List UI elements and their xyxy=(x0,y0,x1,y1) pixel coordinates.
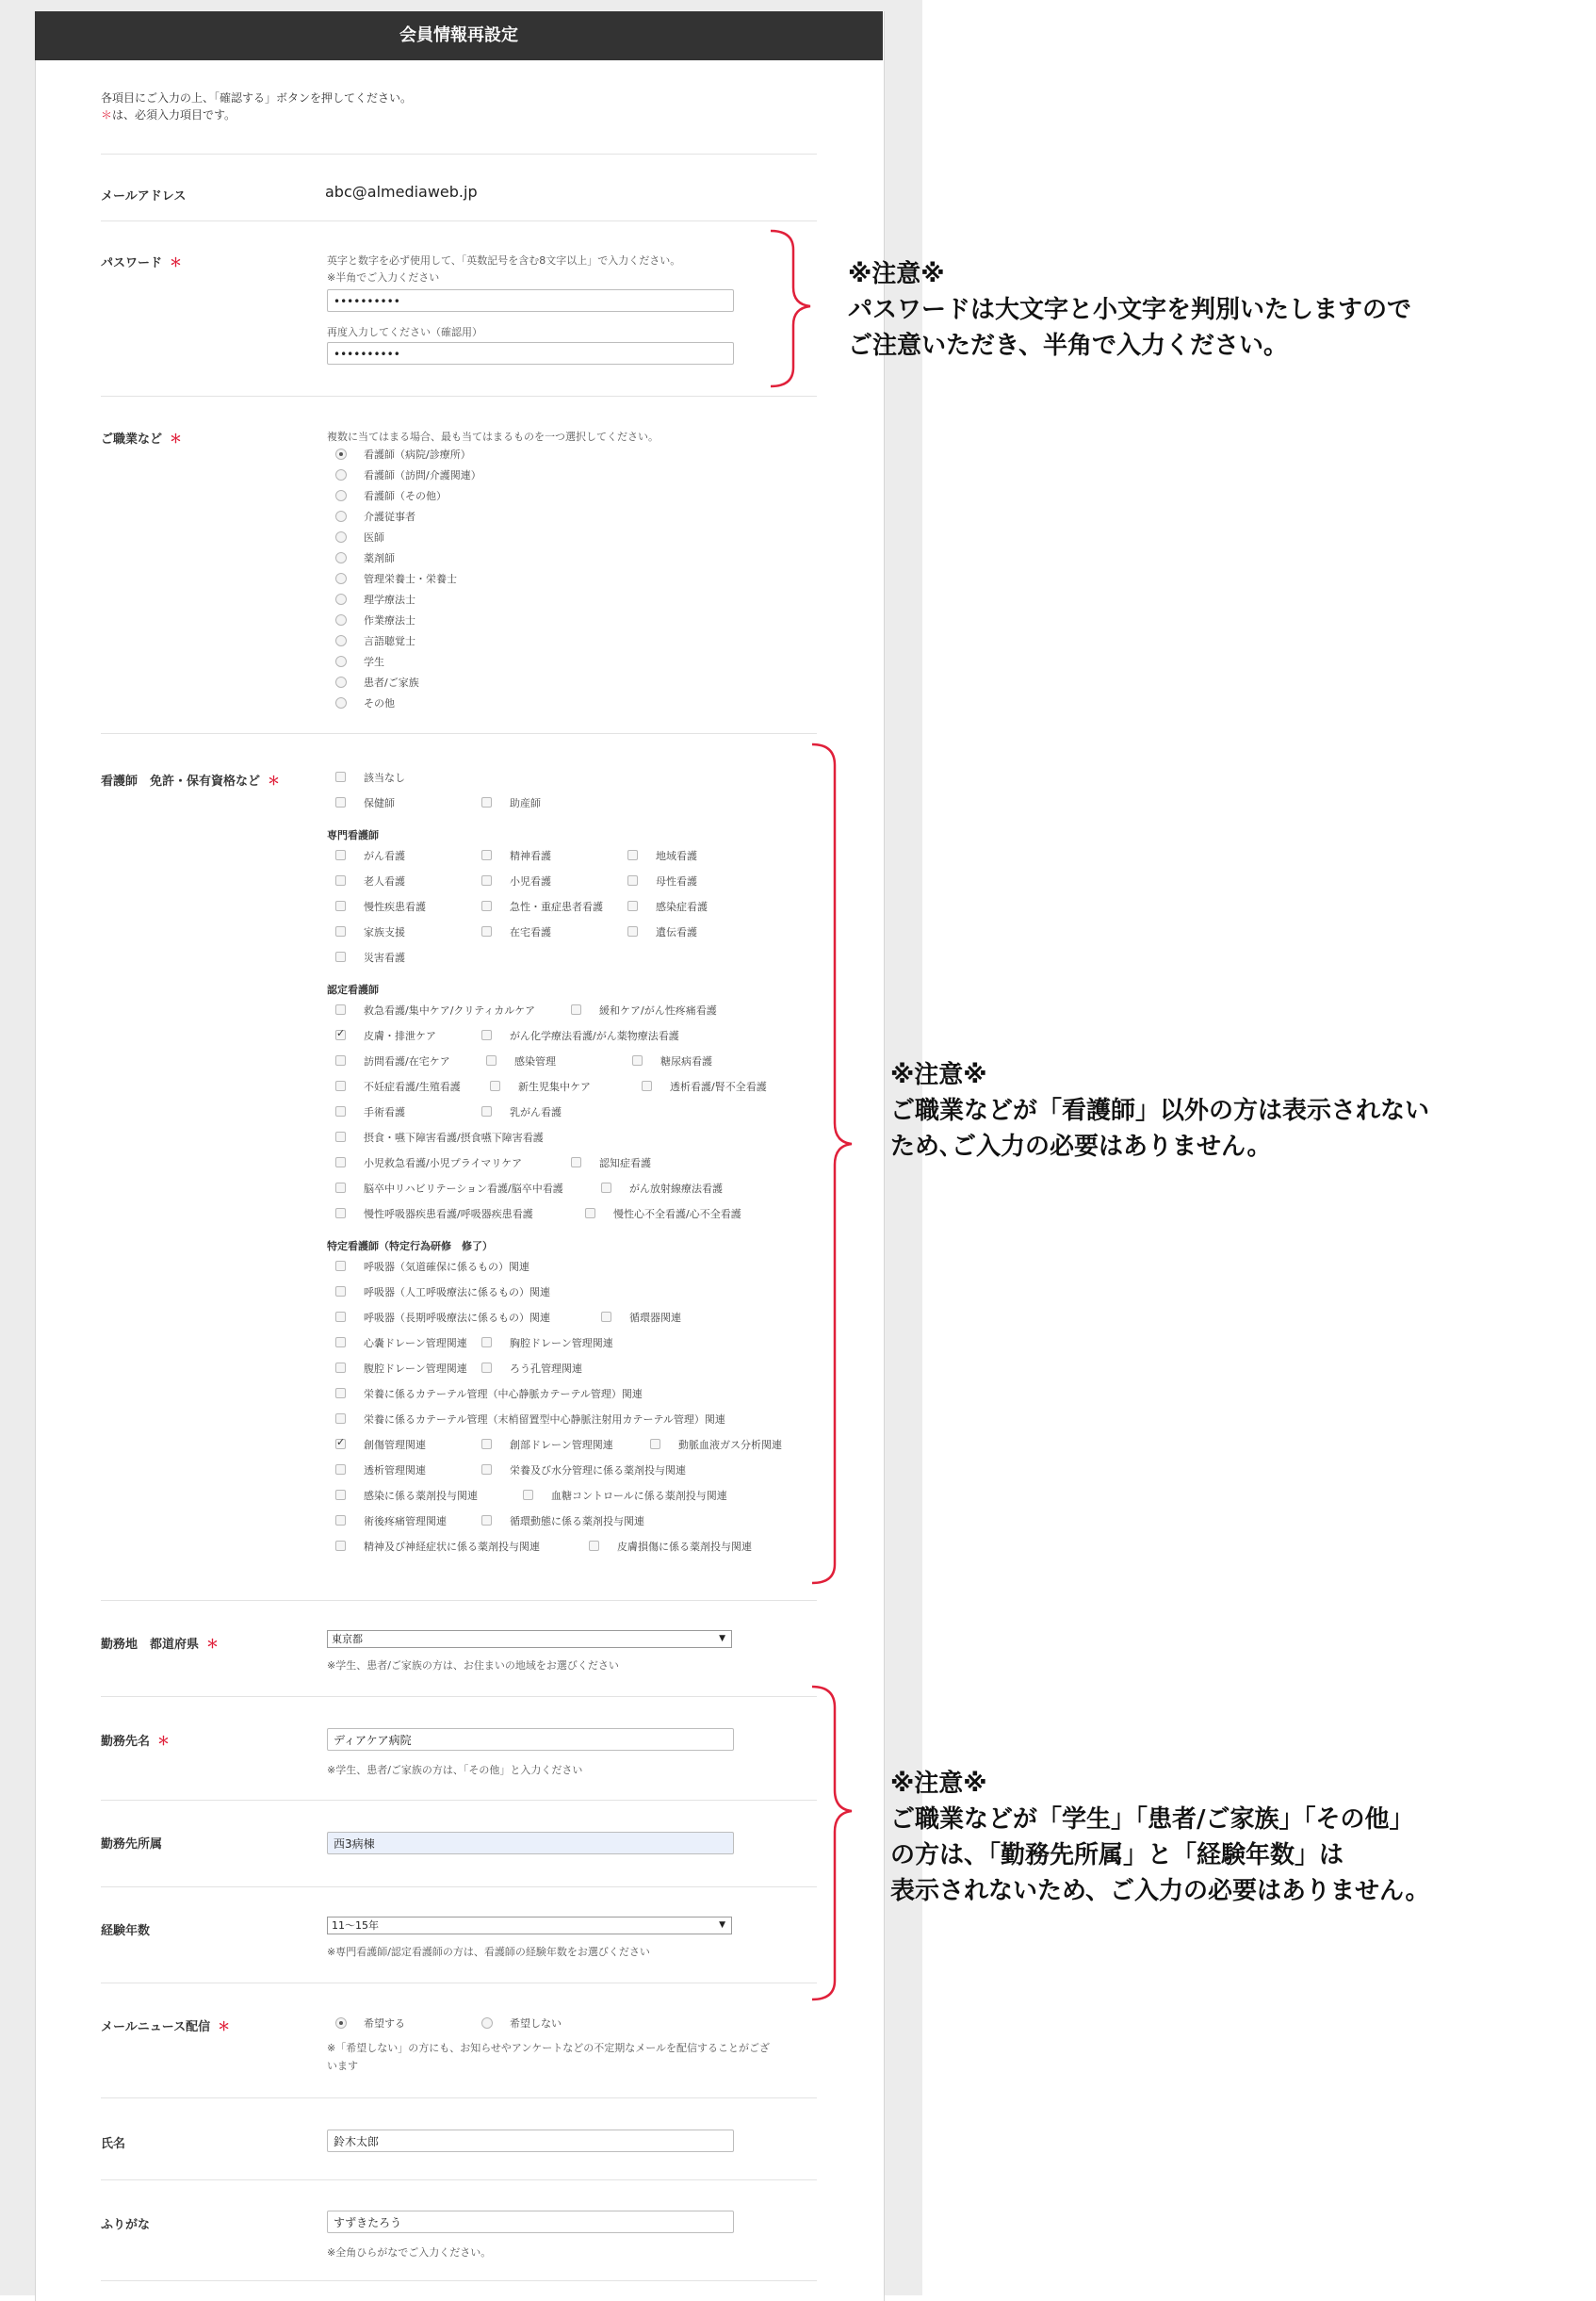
license-option-label: 透析管理関連 xyxy=(364,1464,426,1477)
license-option-label: 糖尿病看護 xyxy=(660,1055,712,1068)
license-option-label: 皮膚損傷に係る薬剤投与関連 xyxy=(617,1541,752,1553)
intro-required-note: ＊は、必須入力項目です。 xyxy=(101,108,236,122)
department-input[interactable]: 西3病棟 xyxy=(327,1832,734,1854)
license-bracket xyxy=(812,744,852,1583)
license-option-label: 家族支援 xyxy=(364,926,405,938)
tokutei-heading: 特定看護師（特定行為研修 修了） xyxy=(327,1240,493,1252)
license-option-label: 地域看護 xyxy=(656,850,697,862)
chevron-down-icon: ▼ xyxy=(719,1920,725,1930)
license-option-label: 緩和ケア/がん性疼痛看護 xyxy=(599,1004,717,1017)
occupation-option-label: その他 xyxy=(364,697,395,710)
license-option-label: 術後疼痛管理関連 xyxy=(364,1515,447,1527)
experience-label: 経験年数 xyxy=(101,1924,151,1938)
password-hint: 英字と数字を必ず使用して、「英数記号を含む8文字以上」で入力ください。 xyxy=(327,254,681,267)
occupation-label: ご職業など ＊ xyxy=(101,432,183,447)
license-option-label: 慢性疾患看護 xyxy=(364,901,426,913)
license-option-label: がん看護 xyxy=(364,850,405,862)
furigana-hint: ※全角ひらがなでご入力ください。 xyxy=(327,2246,492,2259)
department-label: 勤務先所属 xyxy=(101,1837,163,1852)
name-label: 氏名 xyxy=(101,2137,126,2151)
prefecture-select[interactable]: 東京都 ▼ xyxy=(327,1630,732,1648)
occupation-hint: 複数に当てはまる場合、最も当てはまるものを一つ選択してください。 xyxy=(327,431,659,443)
license-option-label: 呼吸器（人工呼吸療法に係るもの）関連 xyxy=(364,1286,550,1298)
password-input[interactable]: •••••••••• xyxy=(327,289,734,312)
password-bracket xyxy=(771,231,810,386)
license-option-label: 慢性心不全看護/心不全看護 xyxy=(613,1208,741,1220)
nintei-heading: 認定看護師 xyxy=(327,984,379,996)
license-option-label: 脳卒中リハビリテーション看護/脳卒中看護 xyxy=(364,1183,563,1195)
license-option-label: 小児看護 xyxy=(510,875,551,888)
page-title: 会員情報再設定 xyxy=(35,11,883,60)
license-option-label: 心嚢ドレーン管理関連 xyxy=(364,1337,467,1349)
newsletter-hint: ※「希望しない」の方にも、お知らせやアンケートなどの不定期なメールを配信することがござ xyxy=(327,2042,771,2054)
license-option-label: 感染症看護 xyxy=(656,901,708,913)
license-option-label: 母性看護 xyxy=(656,875,697,888)
license-option-label: 慢性呼吸器疾患看護/呼吸器疾患看護 xyxy=(364,1208,533,1220)
newsletter-yes-label: 希望する xyxy=(364,2017,405,2030)
license-option-label: がん化学療法看護/がん薬物療法看護 xyxy=(510,1030,679,1042)
license-option-label: 救急看護/集中ケア/クリティカルケア xyxy=(364,1004,536,1017)
furigana-input[interactable]: すずきたろう xyxy=(327,2211,734,2233)
license-option-label: 腹腔ドレーン管理関連 xyxy=(364,1363,467,1375)
password-hint-halfwidth: ※半角でご入力ください xyxy=(327,271,440,284)
occupation-option-label: 学生 xyxy=(364,656,384,668)
furigana-label: ふりがな xyxy=(101,2218,151,2232)
license-option-label: 保健師 xyxy=(364,797,395,809)
license-option-label: 創傷管理関連 xyxy=(364,1439,426,1451)
license-option-label: 遺伝看護 xyxy=(656,926,697,938)
license-option-label: ろう孔管理関連 xyxy=(510,1363,582,1375)
prefecture-hint: ※学生、患者/ご家族の方は、お住まいの地域をお選びください xyxy=(327,1659,619,1672)
license-option-label: 災害看護 xyxy=(364,952,405,964)
prefecture-label: 勤務地 都道府県 ＊ xyxy=(101,1638,220,1652)
senmon-heading: 専門看護師 xyxy=(327,829,379,841)
license-option-label: 感染に係る薬剤投与関連 xyxy=(364,1490,478,1502)
occupation-option-label: 看護師（病院/診療所） xyxy=(364,449,471,461)
experience-select[interactable]: 11〜15年 ▼ xyxy=(327,1917,732,1934)
license-option-label: 在宅看護 xyxy=(510,926,551,938)
license-option-label: 訪問看護/在宅ケア xyxy=(364,1055,450,1068)
email-label: メールアドレス xyxy=(101,189,187,204)
occupation-option-label: 患者/ご家族 xyxy=(364,677,419,689)
license-option-label: 急性・重症患者看護 xyxy=(510,901,603,913)
license-option-label: 助産師 xyxy=(510,797,541,809)
license-option-label: 不妊症看護/生殖看護 xyxy=(364,1081,461,1093)
license-option-label: 該当なし xyxy=(364,772,405,784)
password-confirm-label: 再度入力してください（確認用） xyxy=(327,326,482,338)
occupation-option-label: 作業療法士 xyxy=(364,614,415,627)
license-option-label: 呼吸器（長期呼吸療法に係るもの）関連 xyxy=(364,1312,550,1324)
password-label: パスワード ＊ xyxy=(101,256,183,270)
license-option-label: 創部ドレーン管理関連 xyxy=(510,1439,613,1451)
workplace-label: 勤務先名 ＊ xyxy=(101,1735,171,1749)
license-option-label: 循環器関連 xyxy=(629,1312,681,1324)
chevron-down-icon: ▼ xyxy=(719,1634,725,1643)
license-option-label: がん放射線療法看護 xyxy=(629,1183,723,1195)
license-option-label: 手術看護 xyxy=(364,1106,405,1118)
license-option-label: 呼吸器（気道確保に係るもの）関連 xyxy=(364,1261,529,1273)
license-option-label: 栄養に係るカテーテル管理（末梢留置型中心静脈注射用カテーテル管理）関連 xyxy=(364,1413,725,1426)
intro-text: 各項目にご入力の上、「確認する」ボタンを押してください。 xyxy=(101,91,413,105)
note-license: ※注意※ ご職業などが「看護師」以外の方は表示されない ため､ご入力の必要はありません。 xyxy=(890,1061,1430,1161)
license-option-label: 摂食・嚥下障害看護/摂食嚥下障害看護 xyxy=(364,1132,544,1144)
license-option-label: 認知症看護 xyxy=(599,1157,651,1169)
license-label: 看護師 免許・保有資格など ＊ xyxy=(101,775,281,789)
license-option-label: 栄養に係るカテーテル管理（中心静脈カテーテル管理）関連 xyxy=(364,1388,643,1400)
experience-hint: ※専門看護師/認定看護師の方は、看護師の経験年数をお選びください xyxy=(327,1946,650,1958)
newsletter-no-label: 希望しない xyxy=(510,2017,562,2030)
note-password: ※注意※ パスワードは大文字と小文字を判別いたしますので ご注意いただき、半角で入力ください。 xyxy=(848,260,1412,360)
occupation-option-label: 医師 xyxy=(364,531,384,544)
occupation-option-label: 看護師（訪問/介護関連） xyxy=(364,469,481,481)
newsletter-label: メールニュース配信 ＊ xyxy=(101,2020,231,2034)
workplace-hint: ※学生、患者/ご家族の方は、「その他」と入力ください xyxy=(327,1764,583,1776)
occupation-option-label: 言語聴覚士 xyxy=(364,635,415,647)
license-option-label: 皮膚・排泄ケア xyxy=(364,1030,436,1042)
occupation-option-label: 介護従事者 xyxy=(364,511,415,523)
license-option-label: 透析看護/腎不全看護 xyxy=(670,1081,767,1093)
note-workplace: ※注意※ ご職業などが「学生」「患者/ご家族」「その他」 の方は、「勤務先所属」と「経験年数」は 表示されないため、ご入力の必要はありません。 xyxy=(890,1770,1430,1905)
occupation-option-label: 薬剤師 xyxy=(364,552,395,564)
newsletter-hint-cont: います xyxy=(327,2060,358,2072)
license-option-label: 栄養及び水分管理に係る薬剤投与関連 xyxy=(510,1464,686,1477)
email-value: abc@almediaweb.jp xyxy=(325,183,478,201)
occupation-option-label: 管理栄養士・栄養士 xyxy=(364,573,457,585)
license-option-label: 小児救急看護/小児プライマリケア xyxy=(364,1157,523,1169)
license-option-label: 精神看護 xyxy=(510,850,551,862)
workplace-input[interactable]: ディアケア病院 xyxy=(327,1728,734,1751)
occupation-option-label: 看護師（その他） xyxy=(364,490,447,502)
license-option-label: 乳がん看護 xyxy=(510,1106,562,1118)
license-option-label: 老人看護 xyxy=(364,875,405,888)
license-option-label: 精神及び神経症状に係る薬剤投与関連 xyxy=(364,1541,540,1553)
workplace-bracket xyxy=(812,1687,852,1999)
license-option-label: 感染管理 xyxy=(514,1055,556,1068)
password-confirm-input[interactable]: •••••••••• xyxy=(327,342,734,365)
license-option-label: 新生児集中ケア xyxy=(518,1081,591,1093)
license-option-label: 動脈血液ガス分析関連 xyxy=(678,1439,782,1451)
occupation-option-label: 理学療法士 xyxy=(364,594,415,606)
license-option-label: 胸腔ドレーン管理関連 xyxy=(510,1337,613,1349)
license-option-label: 循環動態に係る薬剤投与関連 xyxy=(510,1515,644,1527)
name-input[interactable]: 鈴木太郎 xyxy=(327,2130,734,2152)
license-option-label: 血糖コントロールに係る薬剤投与関連 xyxy=(551,1490,727,1502)
